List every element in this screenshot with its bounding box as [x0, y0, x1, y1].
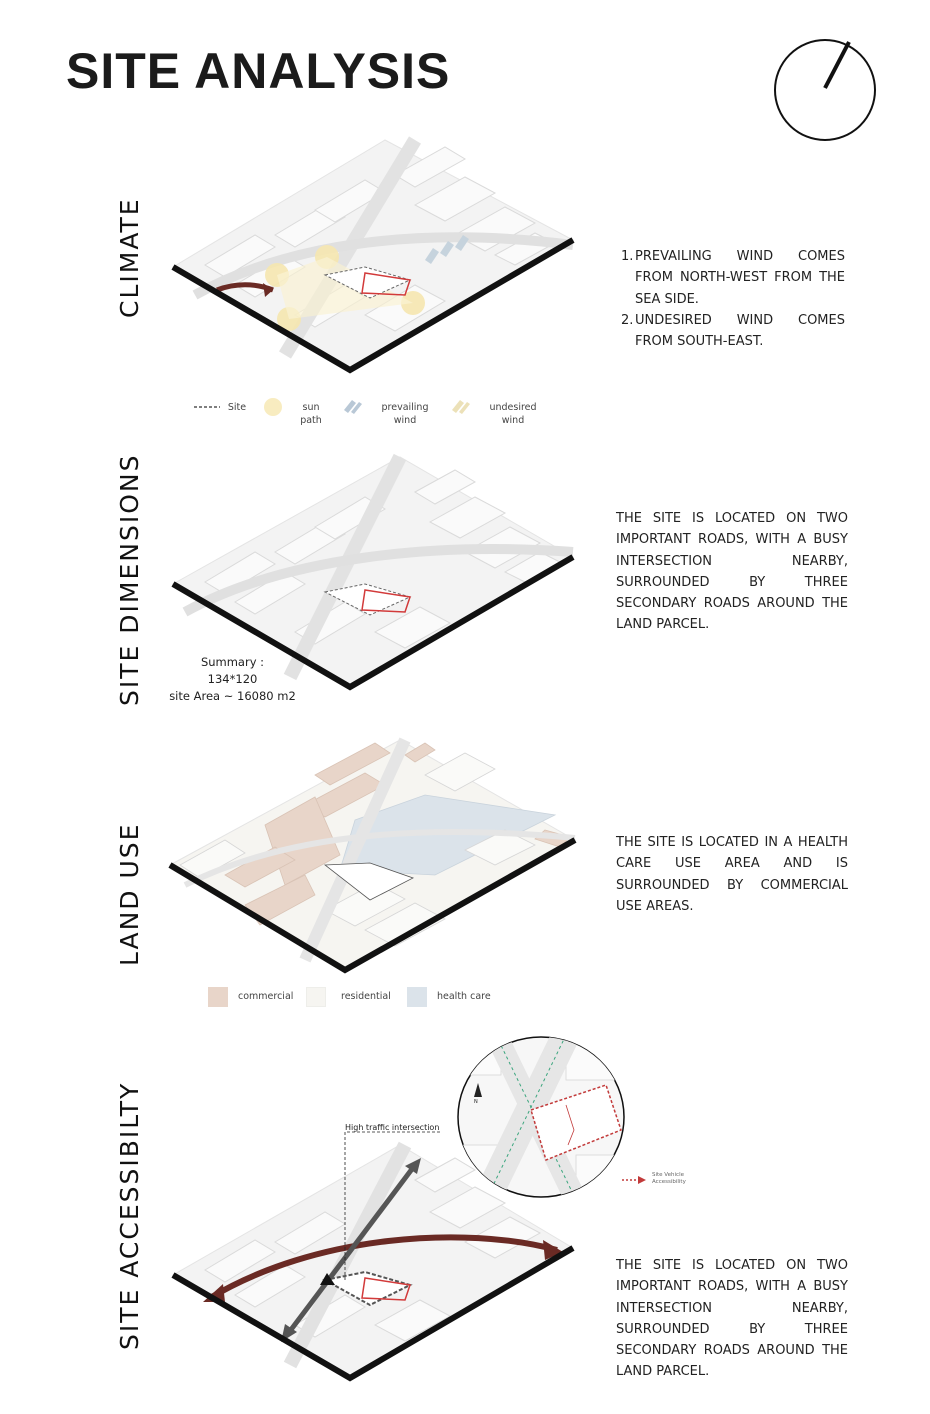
section-label-site-dimensions: SITE DIMENSIONS — [115, 453, 144, 706]
climate-point-1: 1. PREVAILING WIND COMES FROM NORTH-WEST FROM THE SEA SIDE. — [621, 249, 845, 307]
legend-undesired-wind: undesired wind — [489, 402, 537, 426]
page-title: SITE ANALYSIS — [66, 43, 451, 99]
inset-detail-map — [456, 1035, 626, 1200]
vehicle-access-legend: Site Vehicle Accessibility — [652, 1172, 686, 1185]
residential-swatch — [306, 987, 326, 1007]
section-label-climate: CLIMATE — [115, 197, 144, 318]
legend-prevailing-wind: prevailing wind — [381, 402, 429, 426]
prevailing-wind-icon — [342, 398, 362, 414]
summary-dimensions: 134*120 — [207, 672, 258, 686]
summary-area: site Area ~ 16080 m2 — [169, 689, 296, 703]
undesired-wind-icon — [450, 398, 470, 414]
north-arrow-icon — [773, 38, 877, 142]
health-care-swatch — [407, 987, 427, 1007]
section-label-site-accessibility: SITE ACCESSIBILTY — [115, 1081, 144, 1350]
summary-title: Summary : — [200, 655, 265, 669]
commercial-swatch — [208, 987, 228, 1007]
section-label-land-use: LAND USE — [115, 822, 144, 966]
vehicle-access-arrow-icon — [622, 1176, 646, 1184]
sun-path-icon — [262, 396, 284, 418]
climate-point-2: 2. UNDESIRED WIND COMES FROM SOUTH-EAST. — [621, 312, 845, 350]
svg-text:N: N — [474, 1099, 478, 1105]
high-traffic-callout: High traffic intersection — [345, 1123, 440, 1132]
climate-points — [621, 246, 845, 352]
land-use-text: THE SITE IS LOCATED IN A HEALTH CARE USE AREA AND IS SURROUNDED BY COMMERCIAL USE AREAS. — [616, 835, 848, 914]
legend-sun-path: sun path — [300, 402, 322, 426]
site-accessibility-text: THE SITE IS LOCATED ON TWO IMPORTANT ROADS, WITH A BUSY INTERSECTION NEARBY, SURROUNDED BY THREE SECONDARY ROADS AROUND THE LAND PARCEL. — [616, 1258, 848, 1380]
legend-commercial: commercial — [238, 991, 294, 1002]
site-dashed-icon — [194, 403, 220, 411]
site-summary — [160, 654, 305, 705]
legend-residential: residential — [341, 991, 391, 1002]
legend-site: Site — [227, 402, 247, 413]
legend-health-care: health care — [437, 991, 491, 1002]
climate-map — [165, 135, 585, 380]
land-use-map — [165, 735, 585, 980]
site-dimensions-text: THE SITE IS LOCATED ON TWO IMPORTANT ROADS, WITH A BUSY INTERSECTION NEARBY, SURROUNDED BY THREE SECONDARY ROADS AROUND THE LAND PARCEL. — [616, 511, 848, 633]
